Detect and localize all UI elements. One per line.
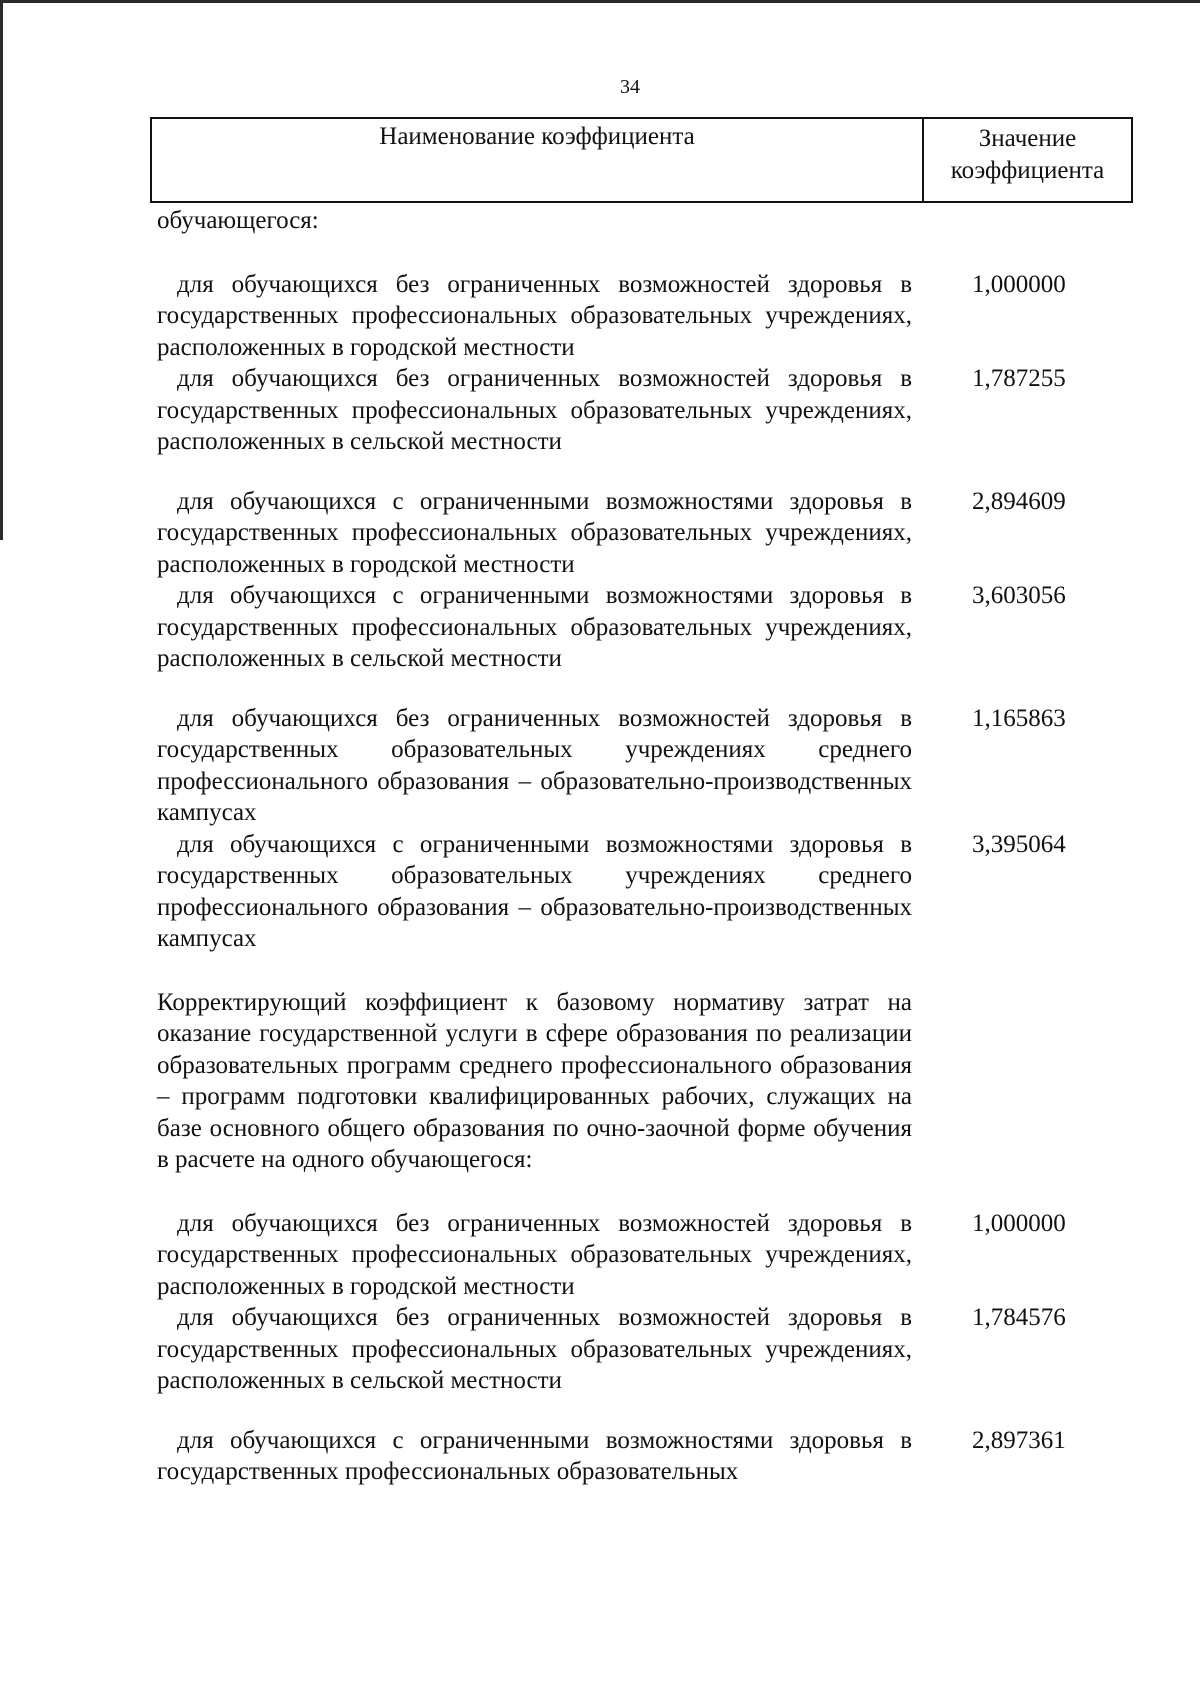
page-number: 34 — [620, 76, 640, 98]
coefficient-description: для обучающихся без ограниченных возможностей здоровья в государственных профессиональных образовательных учреждениях, расположенных в городской местности — [157, 270, 912, 361]
coefficient-value: 3,395064 — [972, 830, 1066, 858]
coefficient-row — [157, 580, 1066, 675]
coefficient-description: для обучающихся без ограниченных возможностей здоровья в государственных профессиональных образовательных учреждениях, расположенных в сельской местности — [157, 1304, 912, 1394]
coefficient-value: 2,897361 — [972, 1426, 1066, 1454]
coefficient-description: для обучающихся с ограниченными возможностями здоровья в государственных профессиональных образовательных учреждениях, расположенных в городской местности — [157, 487, 912, 578]
coefficient-description: для обучающихся с ограниченными возможностями здоровья в государственных профессиональных образовательных учреждениях, расположенных в сельской местности — [157, 582, 912, 672]
coefficient-value: 1,787255 — [972, 365, 1066, 392]
coefficient-value: 1,000000 — [972, 270, 1066, 298]
table-header — [150, 117, 1133, 203]
coefficient-name-header: Наименование коэффициента — [379, 123, 695, 150]
coefficient-value: 1,784576 — [972, 1304, 1066, 1331]
coefficient-row — [157, 1208, 1066, 1303]
coefficient-description: для обучающихся с ограниченными возможностями здоровья в государственных образовательных учреждениях среднего профессионального образования – образовательно-производственных кампусах — [157, 830, 912, 952]
coefficient-row — [157, 486, 1066, 581]
coefficient-value-header: Значение коэффициента — [950, 125, 1105, 184]
coefficient-description: для обучающихся без ограниченных возможностей здоровья в государственных образовательных учреждениях среднего профессионального образования – образовательно-производственных кампусах — [157, 704, 912, 826]
coefficient-value: 3,603056 — [972, 582, 1066, 609]
coefficient-description: для обучающихся без ограниченных возможностей здоровья в государственных профессиональных образовательных учреждениях, расположенных в городской местности — [157, 1209, 912, 1300]
coefficient-description: для обучающихся без ограниченных возможностей здоровья в государственных профессиональных образовательных учреждениях, расположенных в сельской местности — [157, 365, 912, 455]
coefficient-row — [157, 269, 1066, 364]
coefficient-value: 2,894609 — [972, 487, 1066, 515]
coefficient-row — [157, 1302, 1066, 1397]
coefficient-row — [157, 1425, 1066, 1488]
continuation-text: обучающегося: — [157, 207, 319, 234]
coefficient-row — [157, 829, 1066, 955]
coefficient-description: для обучающихся с ограниченными возможностями здоровья в государственных профессиональных образовательных — [157, 1426, 912, 1485]
coefficient-value: 1,000000 — [972, 1209, 1066, 1237]
coefficient-row — [157, 363, 1066, 458]
scan-border-left — [0, 0, 3, 540]
coefficient-row — [157, 703, 1066, 829]
corrective-coefficient-heading: Корректирующий коэффициент к базовому нормативу затрат на оказание государственной услуги в сфере образования по реализации образовательных программ среднего профессионального образования – программ подготовки квалифицированных рабочих, служащих на базе основного общего образования по очно-заочной форме обучения в расчете на одного обучающегося: — [157, 988, 912, 1173]
coefficient-table-body — [157, 205, 1066, 1488]
coefficient-value: 1,165863 — [972, 704, 1066, 732]
scan-border-top — [0, 0, 1200, 3]
